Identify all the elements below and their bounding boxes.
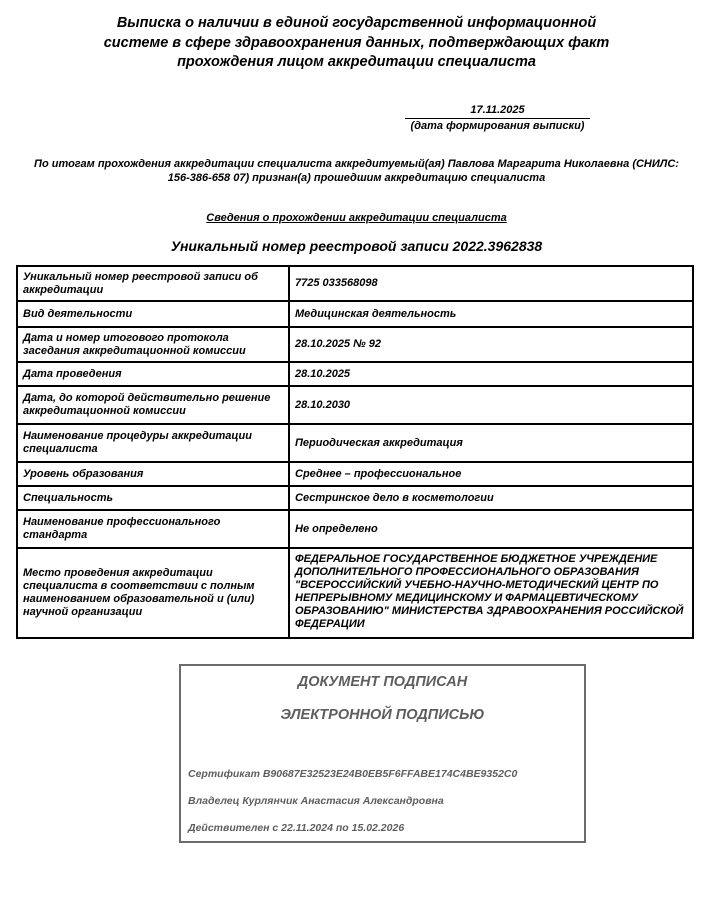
table-row: [17, 510, 693, 548]
record-number-heading: Уникальный номер реестровой записи 2022.3962838: [170, 238, 543, 254]
row-value: Медицинская деятельность: [289, 301, 693, 327]
row-label: Специальность: [17, 486, 289, 510]
row-label: Наименование процедуры аккредитации специалиста: [17, 424, 289, 462]
row-value: 7725 033568098: [289, 266, 693, 301]
row-label: Уникальный номер реестровой записи об аккредитации: [17, 266, 289, 301]
document-title: [0, 14, 713, 73]
row-label: Вид деятельности: [17, 301, 289, 327]
intro-line: По итогам прохождения аккредитации специалиста аккредитуемый(ая) Павлова Маргарита Николаевна (СНИЛС:: [34, 158, 679, 170]
row-value: 28.10.2030: [289, 386, 693, 424]
section-heading: Сведения о прохождении аккредитации специалиста: [206, 212, 507, 224]
stamp-owner: Владелец Курлянчик Анастасия Александровна: [188, 795, 444, 807]
row-value: Среднее – профессиональное: [289, 462, 693, 486]
row-value: Не определено: [289, 510, 693, 548]
intro-paragraph: [14, 157, 699, 185]
stamp-title-line2: ЭЛЕКТРОННОЙ ПОДПИСЬЮ: [280, 707, 485, 723]
title-line: системе в сфере здравоохранения данных, подтверждающих факт: [103, 34, 610, 51]
table-row: [17, 301, 693, 327]
intro-line: 156-386-658 07) признан(а) прошедшим аккредитацию специалиста: [167, 172, 546, 184]
table-row: [17, 462, 693, 486]
title-line: Выписка о наличии в единой государственной информационной: [116, 15, 597, 31]
electronic-signature-stamp: [179, 664, 586, 843]
row-value: 28.10.2025 № 92: [289, 327, 693, 362]
stamp-title-line1: ДОКУМЕНТ ПОДПИСАН: [297, 674, 468, 690]
issue-date-caption: (дата формирования выписки): [410, 120, 585, 132]
table-row: [17, 266, 693, 301]
table-row: [17, 548, 693, 638]
table-row: [17, 327, 693, 362]
row-value: ФЕДЕРАЛЬНОЕ ГОСУДАРСТВЕННОЕ БЮДЖЕТНОЕ УЧРЕЖДЕНИЕ ДОПОЛНИТЕЛЬНОГО ПРОФЕССИОНАЛЬНОГО ОБРАЗОВАНИЯ "ВСЕРОССИЙСКИЙ УЧЕБНО-НАУЧНО-МЕТОДИЧЕСКИЙ ЦЕНТР ПО НЕПРЕРЫВНОМУ МЕДИЦИНСКОМУ И ФАРМАЦЕВТИЧЕСКОМУ ОБРАЗОВАНИЮ" МИНИСТЕРСТВА ЗДРАВООХРАНЕНИЯ РОССИЙСКОЙ ФЕДЕРАЦИИ: [289, 548, 693, 638]
row-label: Уровень образования: [17, 462, 289, 486]
row-value: Сестринское дело в косметологии: [289, 486, 693, 510]
table-row: [17, 386, 693, 424]
row-label: Дата проведения: [17, 362, 289, 386]
table-row: [17, 486, 693, 510]
row-label: Наименование профессионального стандарта: [17, 510, 289, 548]
row-label: Дата и номер итогового протокола заседания аккредитационной комиссии: [17, 327, 289, 362]
accreditation-table: [16, 265, 694, 639]
stamp-validity: Действителен с 22.11.2024 по 15.02.2026: [188, 822, 405, 834]
row-label: Место проведения аккредитации специалиста в соответствии с полным наименованием образовательной и (или) научной организации: [17, 548, 289, 638]
row-value: Периодическая аккредитация: [289, 424, 693, 462]
row-label: Дата, до которой действительно решение аккредитационной комиссии: [17, 386, 289, 424]
issue-date-block: [405, 104, 590, 133]
row-value: 28.10.2025: [289, 362, 693, 386]
table-row: [17, 362, 693, 386]
issue-date: 17.11.2025: [405, 104, 590, 119]
title-line: прохождения лицом аккредитации специалиста: [177, 54, 536, 70]
table-row: [17, 424, 693, 462]
stamp-certificate: Сертификат B90687E32523E24B0EB5F6FFABE174C4BE9352C0: [188, 768, 518, 780]
